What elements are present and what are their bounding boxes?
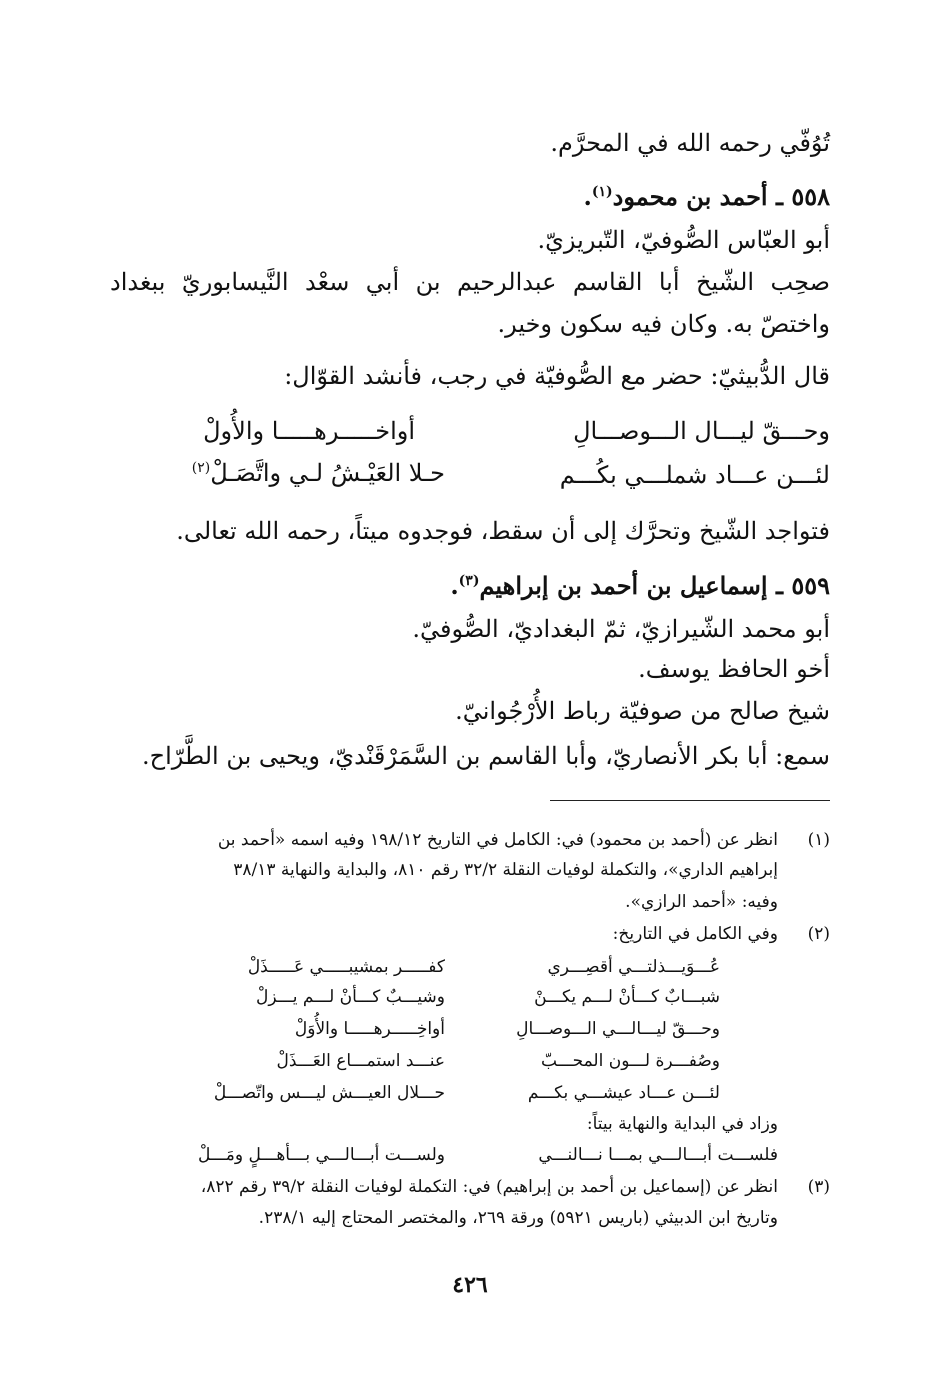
verse-1-second-hemistich: أواخـــــرهـــــا والأُولْ bbox=[203, 417, 415, 445]
text-line-1: تُوُفّي رحمه الله في المحرَّم. bbox=[550, 129, 830, 157]
entry-558-heading: ٥٥٨ ـ أحمد بن محمود$^{(١)}$. bbox=[583, 182, 830, 211]
footnote-verse-4b: عنـــد استمـــاع العَـــذَلْ bbox=[276, 1051, 445, 1071]
text-line-9: أبو محمد الشّيرازيّ، ثمّ البغداديّ، الصُّوفيّ. bbox=[412, 615, 830, 643]
footnote-separator bbox=[550, 800, 830, 801]
entry-559-heading: ٥٥٩ ـ إسماعيل بن أحمد بن إبراهيم$^{(٣)}$. bbox=[450, 571, 830, 600]
text-line-4: صحِب الشّيخ أبا القاسم عبدالرحيم بن أبي سعْد النَّيسابوريّ ببغداد bbox=[110, 268, 830, 296]
footnote-3-line-2: وتاريخ ابن الدبيثي (باريس ٥٩٢١) ورقة ٢٦٩، والمختصر المحتاج إليه ٢٣٨/١. bbox=[258, 1208, 778, 1228]
footnote-1-line-3: وفيه: «أحمد الرازي». bbox=[625, 892, 778, 912]
footnote-verse-6a: فلســـت أبـــالـــي بمـــا نـــالنـــي bbox=[538, 1145, 778, 1165]
footnote-1-number: (١) bbox=[807, 830, 830, 850]
footnote-verse-6b: ولســـت أبـــالـــي بـــأهـــلٍ ومَـــلْ bbox=[197, 1145, 445, 1165]
footnote-1-line-1: انظر عن (أحمد بن محمود) في: الكامل في التاريخ ١٩٨/١٢ وفيه اسمه «أحمد بن bbox=[217, 830, 778, 850]
footnote-1-line-2: إبراهيم الداري»، والتكملة لوفيات النقلة ٣٢/٢ رقم ٨١٠، والبداية والنهاية ٣٨/١٣ bbox=[233, 860, 778, 880]
text-line-3: أبو العبّاس الصُّوفيّ، التّبريزيّ. bbox=[537, 226, 830, 254]
footnote-verse-3a: وحـــقّ ليـــالـــي الـــوصـــالِ bbox=[516, 1019, 720, 1039]
footnote-2-line-2: وزاد في البداية والنهاية بيتاً: bbox=[586, 1114, 778, 1134]
footnote-verse-4a: وصُفـــرة لـــون المحـــبّ bbox=[540, 1051, 720, 1071]
text-line-7: فتواجد الشّيخ وتحرَّك إلى أن سقط، فوجدوه ميتاً، رحمه الله تعالى. bbox=[176, 517, 830, 545]
footnote-verse-1a: عُـــوَيـــذلتـــي أقصِـــري bbox=[547, 957, 720, 977]
text-line-10: أخو الحافظ يوسف. bbox=[638, 655, 830, 683]
footnote-verse-5b: حـــلال العيـــش ليـــس واتّصـــلْ bbox=[213, 1083, 445, 1103]
footnote-ref-2[interactable]: (٢) bbox=[191, 460, 211, 476]
footnote-ref-1[interactable]: (١) bbox=[591, 184, 613, 200]
text-line-12: سمع: أبا بكر الأنصاريّ، وأبا القاسم بن السَّمَرْقَنْديّ، ويحيى بن الطَّرّاح. bbox=[142, 742, 830, 770]
verse-1-first-hemistich: وحـــقّ ليـــال الـــوصـــالِ bbox=[573, 417, 830, 445]
footnote-verse-2b: وشيـــبٌ كـــأنْ لـــم يـــزلْ bbox=[256, 987, 445, 1007]
footnote-verse-1b: كفـــــر بمشيبـــــي عَـــــذَلْ bbox=[247, 957, 445, 977]
footnote-2-number: (٢) bbox=[807, 924, 830, 944]
footnote-verse-3b: أواخِـــــرهـــــا والأُوَلْ bbox=[294, 1019, 445, 1039]
footnote-ref-3[interactable]: (٣) bbox=[458, 573, 480, 589]
footnote-verse-5a: لئـــن عـــاد عيشـــي بكـــم bbox=[527, 1083, 720, 1103]
text-line-11: شيخ صالح من صوفيّة رباط الأُرْجُوانيّ. bbox=[455, 697, 830, 725]
footnote-3-line-1: انظر عن (إسماعيل بن أحمد بن إبراهيم) في: التكملة لوفيات النقلة ٣٩/٢ رقم ٨٢٢، bbox=[200, 1177, 778, 1197]
footnote-verse-2a: شبـــابٌ كـــأنْ لـــم يكـــنْ bbox=[534, 987, 720, 1007]
text-line-5: واختصّ به. وكان فيه سكون وخير. bbox=[497, 310, 830, 338]
page-number: ٤٢٦ bbox=[452, 1272, 488, 1298]
text-line-6: قال الدُّبيثيّ: حضر مع الصُّوفيّة في رجب، فأنشد القوّال: bbox=[284, 362, 830, 390]
footnote-3-number: (٣) bbox=[807, 1177, 830, 1197]
verse-2-first-hemistich: لئـــن عـــاد شملـــي بكُـــم bbox=[559, 461, 830, 489]
verse-2-second-hemistich: حـلا العَيْـشُ لـي واتَّصَـلْ$^{(٢)}$ bbox=[191, 459, 445, 487]
footnote-2-line-1: وفي الكامل في التاريخ: bbox=[612, 924, 778, 944]
